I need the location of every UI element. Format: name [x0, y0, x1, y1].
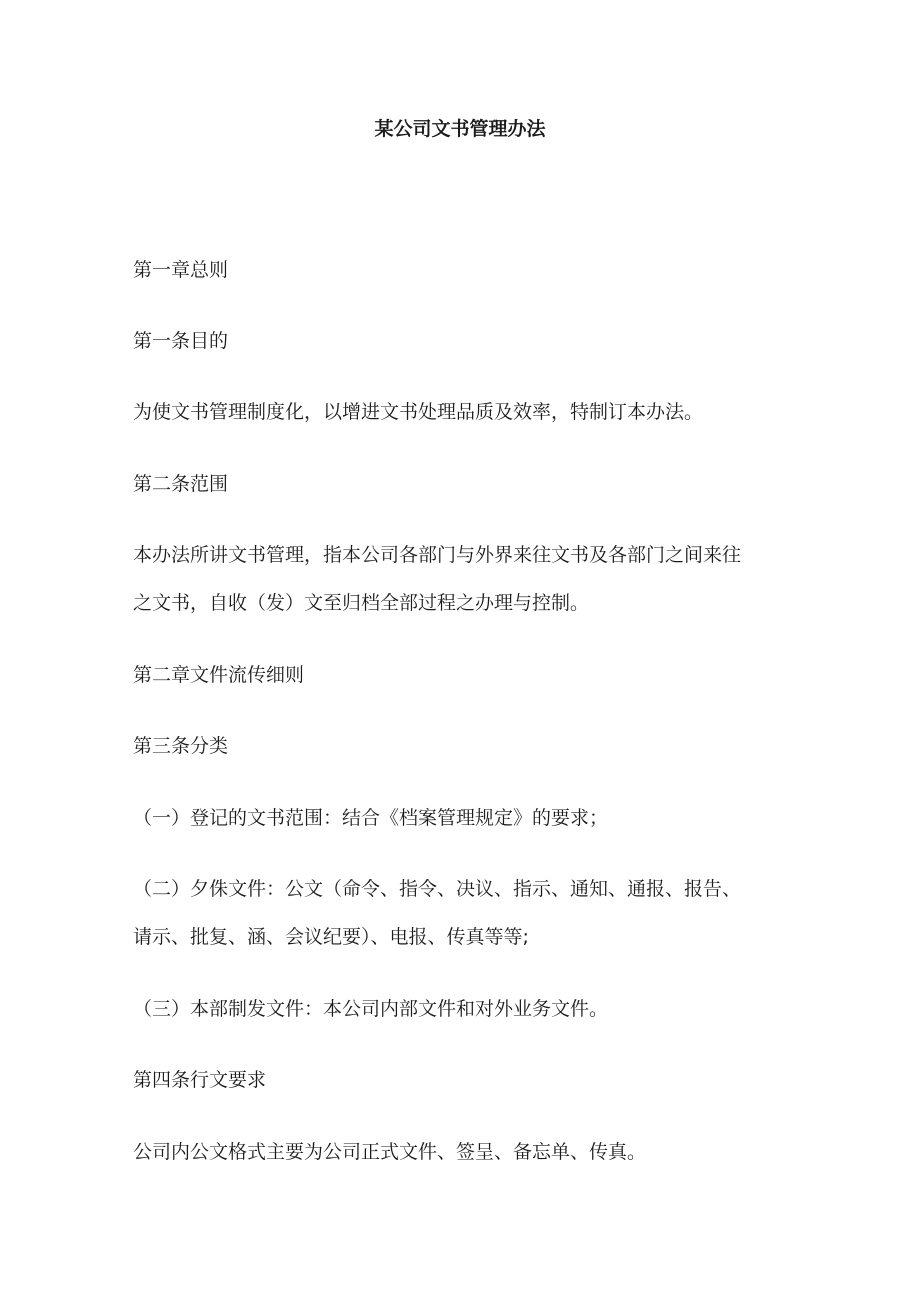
- article-3-item-2: [133, 865, 793, 961]
- article-1-text: 为使文书管理制度化，以增进文书处理品质及效率，特制订本办法。: [133, 401, 704, 423]
- article-1-heading: 第一条目的: [133, 330, 229, 352]
- article-2-text-line-1: 本办法所讲文书管理，指本公司各部门与外界来往文书及各部门之间来往: [133, 544, 742, 566]
- article-3-item-2-line-1: （二）夕侏文件：公文（命令、指令、决议、指示、通知、通报、报告、: [133, 878, 742, 900]
- article-3-item-2-line-2: 请示、批复、涵、会议纪要）、电报、传真等等;: [133, 926, 529, 948]
- article-3-item-1: （一）登记的文书范围：结合《档案管理规定》的要求；: [133, 807, 609, 829]
- article-2-text: [133, 531, 793, 627]
- article-2-heading: 第二条范围: [133, 473, 229, 495]
- document-title: 某公司文书管理办法: [374, 118, 546, 140]
- article-3-item-3: （三）本部制发文件：本公司内部文件和对外业务文件。: [133, 998, 609, 1020]
- article-4-heading: 第四条行文要求: [133, 1069, 267, 1091]
- article-4-text: 公司内公文格式主要为公司正式文件、签呈、备忘单、传真。: [133, 1141, 647, 1163]
- chapter-1-heading: 第一章总则: [133, 259, 229, 281]
- article-2-text-line-2: 之文书，自收（发）文至归档全部过程之办理与控制。: [133, 592, 590, 614]
- chapter-2-heading: 第二章文件流传细则: [133, 664, 305, 686]
- article-3-heading: 第三条分类: [133, 735, 229, 757]
